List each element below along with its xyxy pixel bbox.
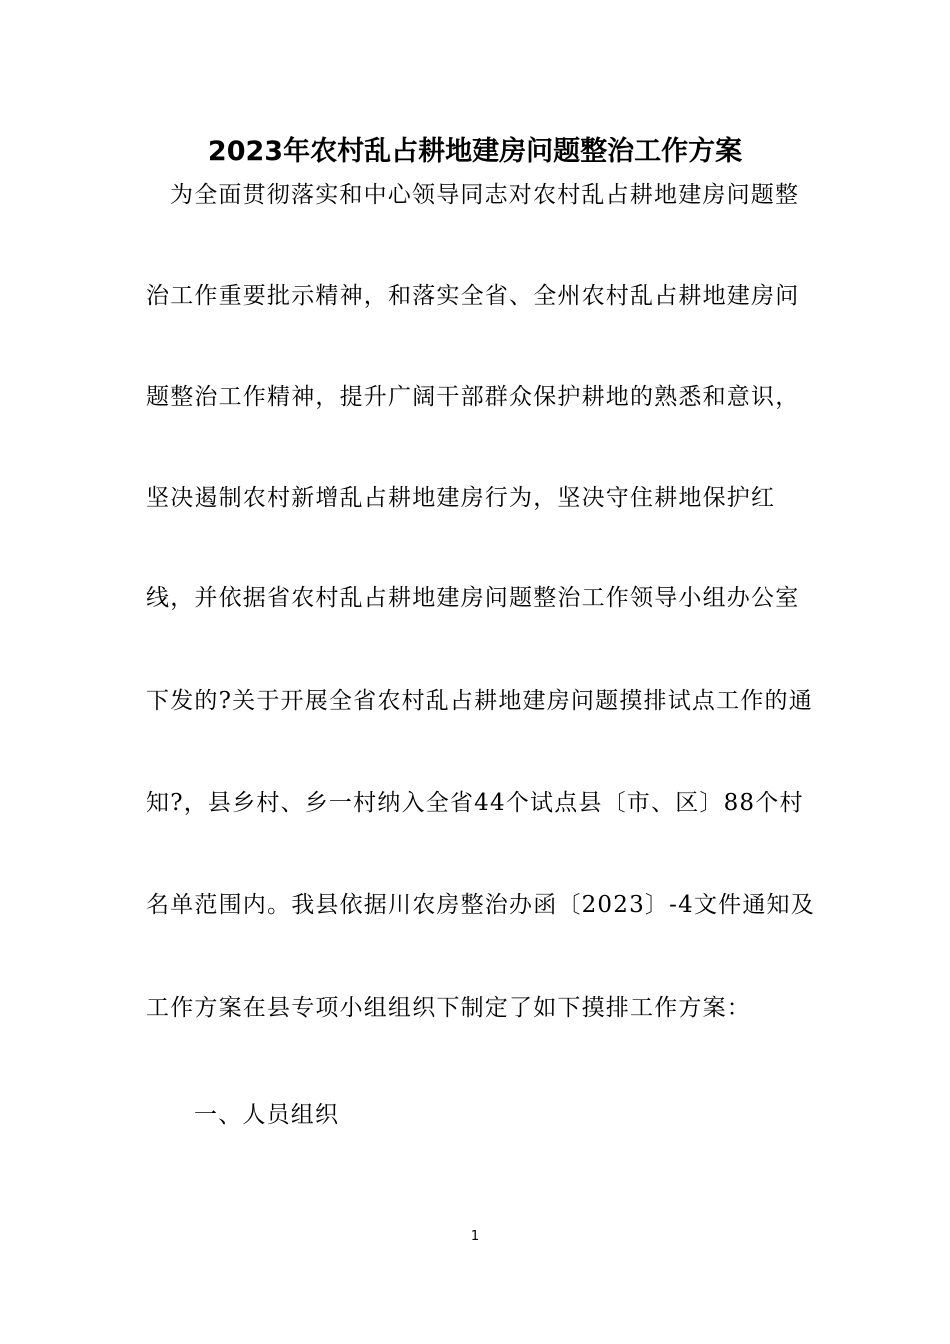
paragraph-line: 工作方案在县专项小组组织下制定了如下摸排工作方案： [146,995,751,1021]
paragraph-line: 坚决遏制农村新增乱占耕地建房行为，坚决守住耕地保护红 [146,485,776,511]
paragraph-line: 线，并依据省农村乱占耕地建房问题整治工作领导小组办公室 [146,585,800,611]
paragraph-line: 下发的?关于开展全省农村乱占耕地建房问题摸排试点工作的通 [146,688,813,714]
paragraph-line: 名单范围内。我县依据川农房整治办函〔2023〕-4文件通知及 [146,892,815,918]
paragraph-line: 知?，县乡村、乡一村纳入全省44个试点县〔市、区〕88个村 [146,790,804,816]
paragraph-line: 治工作重要批示精神，和落实全省、全州农村乱占耕地建房问 [146,283,800,309]
paragraph-line: 题整治工作精神，提升广阔干部群众保护耕地的熟悉和意识， [146,384,800,410]
document-title: 2023年农村乱占耕地建房问题整治工作方案 [207,136,743,167]
page-number: 1 [470,1229,480,1244]
section-heading: 一、人员组织 [194,1102,340,1128]
paragraph-line: 为全面贯彻落实和中心领导同志对农村乱占耕地建房问题整 [170,182,800,208]
